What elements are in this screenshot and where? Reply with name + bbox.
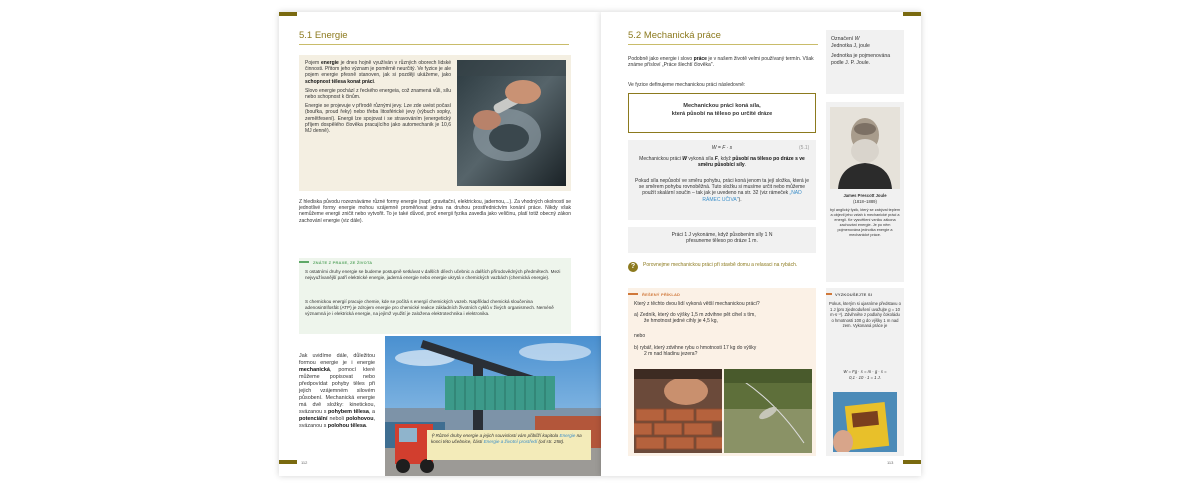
- right-page: [601, 12, 921, 476]
- section-title: 5.2 Mechanická práce: [628, 30, 721, 41]
- joule-portrait: [830, 107, 900, 189]
- mechanic-photo: [457, 60, 566, 186]
- solved-question: Který z těchto dvou lidí vykoná větší mechanickou práci?: [634, 301, 760, 307]
- body-paragraph-1: Z hlediska původu rozeznáváme různé formy energie (např. gravitační, elektrickou, jadernou,...). Za vhodných okolností se jednotlivé formy energie mohou vzájemně proměňovat jedna na druhou prostřednictvím konání práce. Nikdy však nemůžeme energii zničit nebo vytvořit. To je také důvod, proč energii fyzika zavedla jako veličinu, platí totiž obecný zákon zachování energie (viz dále).: [299, 199, 571, 224]
- note-text: Pokud síla nepůsobí ve směru pohybu, práci koná jenom ta její složka, která je se směrem pohybu rovnoběžná. Tuto složku si musíme určit nebo můžeme použít skalární součin – tak jak je uvedeno na str. 32 (viz rámeček „NAD RÁMEC UČIVA").: [635, 178, 809, 203]
- chocolate-photo: [833, 392, 897, 452]
- solved-marker: [628, 293, 638, 295]
- solved-answer-a: a) Zedník, který do výšky 1,5 m zdvihne pět cihel s tím, že hmotnost jedné cihly je 4,5 kg,: [634, 312, 756, 325]
- definition-text: Mechanickou práci koná síla, která působí na těleso po určité dráze: [671, 103, 773, 117]
- bricks-photo: [634, 369, 722, 453]
- try-formula: W = Fg · s = m · g · s = 0,1 · 10 · 1 = 1 J.: [843, 369, 887, 380]
- top-tab-marker: [903, 12, 921, 16]
- link-nad-ramec[interactable]: „NAD RÁMEC UČIVA": [702, 190, 802, 203]
- solved-answer-b: b) rybář, který zdvihne rybu o hmotnosti 17 kg do výšky 2 m nad hladinu jezera?: [634, 345, 757, 358]
- bottom-tab-marker: [279, 460, 297, 464]
- formula-number: (5.1): [799, 145, 810, 151]
- unit-text: Označení W Jednotka J, joule Jednotka je pojmenována podle J. P. Joule.: [831, 36, 891, 66]
- section-rule: [299, 44, 569, 45]
- know-box-marker: [299, 261, 309, 263]
- link-energie-prostredi[interactable]: Energie a životní prostředí: [483, 438, 538, 444]
- section-title: 5.1 Energie: [299, 30, 348, 41]
- formula-text: Mechanickou práci W vykoná síla F, když působí na těleso po dráze s ve směru působící síly.: [639, 156, 805, 169]
- page-number: 113: [887, 460, 894, 465]
- portrait-years: (1818–1889): [853, 199, 877, 204]
- try-label: VYZKOUŠEJTE SI: [835, 292, 873, 297]
- question-icon: ?: [628, 262, 638, 272]
- solved-or: nebo: [634, 333, 646, 339]
- page-number: 112: [301, 460, 308, 465]
- section-rule: [628, 44, 818, 45]
- know-box-label: ZNÁTE Z PRAXE, ZE ŽIVOTA: [313, 260, 373, 265]
- try-text: Pokus, kterým si ujasníme představu o 1 J (pro zjednodušení uvažujte g = 10 m·s⁻²). Zdvihněte z podlahy čokoládu o hmotnosti 100 g do výšky 1 m nad zem. Vykonaná práce je: [829, 301, 901, 329]
- portrait-text: byl anglický fyzik, který se zabýval teplem a objevil jeho vztah k mechanické práci a energii. Ke vysvětlení vzniku zákona zachování energie. Je po něm pojmenována jednotka energie a mechanické práce.: [829, 208, 901, 237]
- formula: W = F · s: [711, 145, 733, 151]
- photo-caption: ⚲ Různé druhy energie a jejich souvislosti vám přiblíží kapitola Energie na konci této učebnice, části Energie a životní prostředí (od str. 258).: [431, 433, 582, 444]
- left-page: [279, 12, 601, 476]
- link-energie[interactable]: Energie: [559, 433, 576, 438]
- intro-text: [305, 60, 451, 134]
- search-icon: ⚲: [431, 433, 436, 438]
- intro-p1: Pojem energie je dnes hojně využíván v různých oborech lidské činnosti. Přitom jeho význam je poměrně neurčitý. Ve fyzice je ale pojem energie přesně stanoven, jak si později ukážeme, jako schopnost tělesa konat práci.: [305, 60, 452, 85]
- example-text: Práci 1 J vykonáme, když působením síly 1 N přesuneme těleso po dráze 1 m.: [671, 232, 773, 245]
- bottom-tab-marker: [903, 460, 921, 464]
- solved-label: ŘEŠENÝ PŘÍKLAD: [642, 292, 681, 297]
- body-paragraph-2: Jak uvidíme dále, důležitou formou energie je i energie mechanická, pomocí které můžeme popisovat nebo předpovídat pohyby těles při jejich vzájemném silovém působení. Mechanická energie má dvě složky: kinetickou, svázanou s pohybem tělesa, a potenciální neboli polohovou, svázanou s polohou tělesa.: [299, 353, 376, 429]
- question-text: Porovnejme mechanickou práci při stavbě domu a relaxaci na rybách.: [643, 262, 798, 268]
- definition-intro: Ve fyzice definujeme mechanickou práci následovně:: [628, 82, 746, 88]
- portrait-name: James Prescott Joule: [843, 193, 887, 198]
- intro-text: Podobně jako energie i slovo práce je v našem životě velmi používaný termín. Však známe přísloví „Práce šlechtí člověka".: [628, 56, 814, 69]
- intro-p2: Slovo energie pochází z řeckého energeia, což znamená vůli, sílu nebo schopnost k činům.: [305, 87, 451, 101]
- try-marker: [826, 293, 832, 295]
- know-box-p2: S chemickou energií pracuje chemie, kde se počítá s energií chemických vazeb. Například chemická sloučenina adenosintrifosfát (ATP) je zdrojem energie pro chemické reakce základních životních cyklů v živých organismech. Neméně významná je i elektrická energie, na jejímž využití je založena elektrotechnika i elektronika.: [305, 299, 554, 316]
- intro-p3: Energie se projevuje v přírodě různými jevy. Lze zde uvést počasí (bouřka, proud řeky) nebo třeba litosférické jevy (výbuch sopky, zemětřesení). Energii lze spojovat i se stravováním (energetický příjem dospělého člověka pracujícího jako automechanik je 10,6 MJ denně).: [305, 103, 451, 135]
- know-box-p1: S ostatními druhy energie se budeme postupně setkávat v dalších dílech učebnic a dalších přírodovědných předmětech. Mezi nejvyužívanější patří elektrické energie, jaderná energie nebo energie ukrytá v chemických vazbách (chemická energie).: [305, 269, 561, 280]
- fisherman-photo: [724, 369, 812, 453]
- top-tab-marker: [279, 12, 297, 16]
